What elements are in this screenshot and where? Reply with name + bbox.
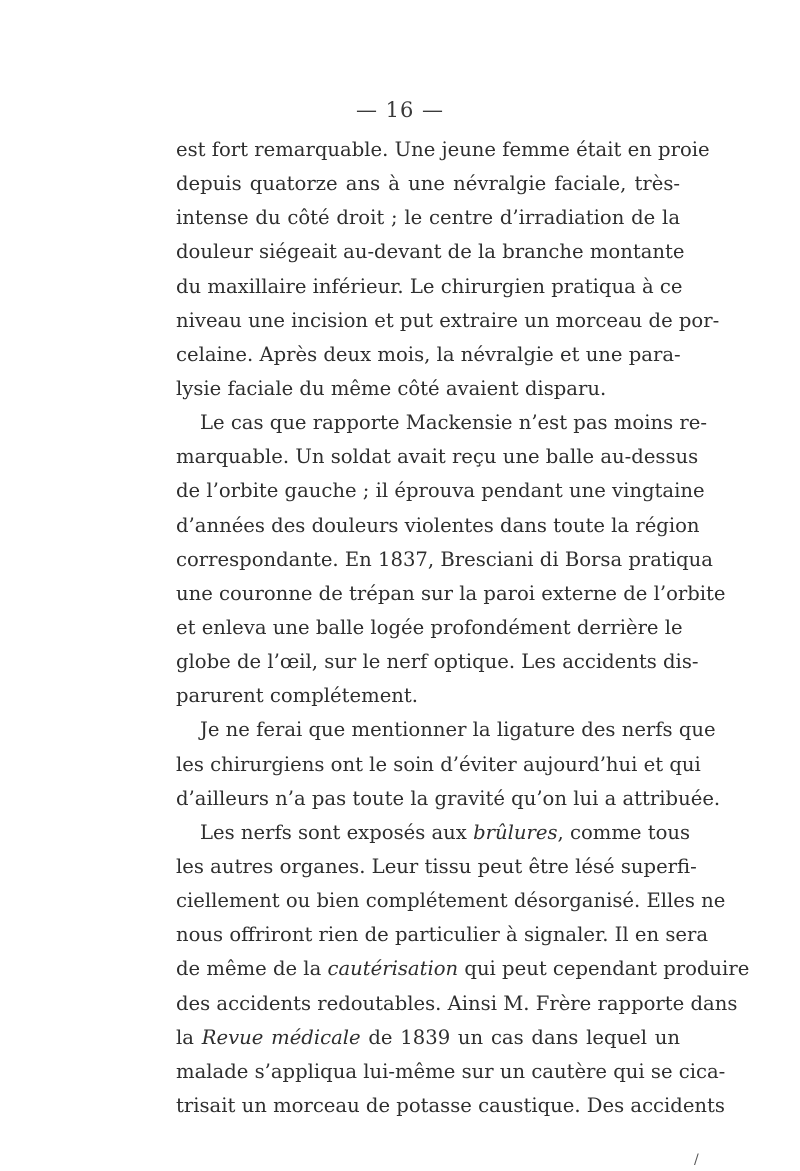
text-line: du maxillaire inférieur. Le chirurgien pratiqua à ce [176, 274, 683, 298]
text-line: niveau une incision et put extraire un morceau de por- [176, 308, 720, 332]
text-line: trisait un morceau de potasse caustique. Des accidents [176, 1093, 725, 1117]
text-line: nous offriront rien de particulier à signaler. Il en sera [176, 923, 709, 947]
text-line: lysie faciale du même côté avaient disparu. [176, 376, 607, 400]
text-line: des accidents redoutables. Ainsi M. Frère rapporte dans [176, 991, 738, 1015]
text-line: est fort remarquable. Une jeune femme était en proie [176, 138, 710, 161]
body-text [176, 133, 750, 1123]
text-line: correspondante. En 1837, Bresciani di Borsa pratiqua [176, 547, 713, 571]
text-line: depuis quatorze ans à une névralgie faciale, très- [176, 172, 680, 196]
corner-mark: / [694, 1152, 699, 1168]
text-line: Je ne ferai que mentionner la ligature des nerfs que [200, 718, 716, 742]
text-line: parurent complétement. [176, 684, 419, 708]
text-line: Le cas que rapporte Mackensie n’est pas moins re- [200, 411, 707, 435]
text-line: de même de la cautérisation qui peut cependant produire [176, 957, 750, 981]
text-line: une couronne de trépan sur la paroi externe de l’orbite [176, 581, 726, 605]
page-number: — 16 — [355, 98, 445, 122]
text-line: malade s’appliqua lui-même sur un cautère qui se cica- [176, 1059, 726, 1083]
text-line: la Revue médicale de 1839 un cas dans lequel un [176, 1025, 680, 1049]
text-line: ciellement ou bien complétement désorganisé. Elles ne [176, 889, 726, 913]
text-line: de l’orbite gauche ; il éprouva pendant une vingtaine [176, 479, 705, 503]
text-line: Les nerfs sont exposés aux brûlures, comme tous [200, 820, 691, 844]
text-line: et enleva une balle logée profondément derrière le [176, 615, 683, 639]
text-line: globe de l’œil, sur le nerf optique. Les accidents dis- [176, 650, 699, 674]
text-line: intense du côté droit ; le centre d’irradiation de la [176, 206, 680, 230]
text-line: marquable. Un soldat avait reçu une balle au-dessus [176, 445, 699, 469]
text-line: les autres organes. Leur tissu peut être lésé superfi- [176, 854, 697, 878]
text-line: celaine. Après deux mois, la névralgie et une para- [176, 342, 681, 366]
text-line: d’années des douleurs violentes dans toute la région [176, 513, 700, 537]
text-line: les chirurgiens ont le soin d’éviter aujourd’hui et qui [176, 752, 701, 776]
text-line: douleur siégeait au-devant de la branche montante [176, 240, 685, 264]
text-line: d’ailleurs n’a pas toute la gravité qu’on lui a attribuée. [176, 786, 721, 810]
